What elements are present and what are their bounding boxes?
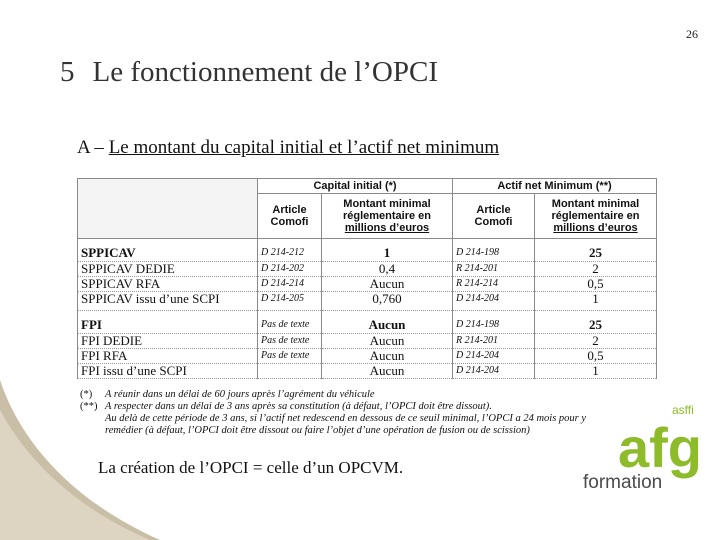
afg-logo [580,392,710,502]
ci-value: Aucun [322,364,453,379]
subtitle-text: Le montant du capital initial et l’actif net minimum [108,137,500,158]
ci-value: 0,760 [322,292,453,311]
logo-formation-text: formation [583,472,663,493]
table-row [78,239,657,262]
ci-value: 1 [322,239,453,262]
capital-table [77,178,657,379]
an-article: D 214-204 [453,364,535,379]
footnote-marker: (*) [80,389,93,400]
an-article: R 214-201 [453,334,535,349]
section-number: 5 [60,56,75,88]
row-label: SPPICAV RFA [78,277,258,292]
row-label: SPPICAV DEDIE [78,262,258,277]
col-header-montant-l2: millions d’euros [344,222,430,234]
col-header-montant-l1: Montant minimal réglementaire en [342,198,432,222]
ci-article: Pas de texte [258,334,322,349]
ci-article: D 214-205 [258,292,322,311]
logo-main-text: afg [618,416,702,479]
ci-value: 0,4 [322,262,453,277]
group-header-capital: Capital initial (*) [258,179,453,194]
bottom-statement: La création de l’OPCI = celle d’un OPCVM. [98,458,404,477]
slide-title [60,56,438,89]
an-value: 25 [535,311,657,334]
footnote-text: remédier (à défaut, l’OPCI doit être dissout ou faire l’objet d’une opération de fusion ou de scission) [105,425,530,436]
col-header-montant-l1: Montant minimal réglementaire en [551,198,640,222]
logo-small-text: asffi [672,403,694,417]
an-article: R 214-214 [453,277,535,292]
row-label: SPPICAV issu d’une SCPI [78,292,258,311]
page-number: 26 [686,27,698,41]
subtitle [77,137,499,159]
ci-article: D 214-212 [258,239,322,262]
col-header-article: Article Comofi [258,194,322,239]
corner-cell [78,179,258,239]
row-label: FPI RFA [78,349,258,364]
corner-swoosh-decoration [0,380,160,540]
an-value: 25 [535,239,657,262]
an-article: D 214-198 [453,239,535,262]
table-row [78,311,657,334]
row-label: FPI issu d’une SCPI [78,364,258,379]
row-label: FPI DEDIE [78,334,258,349]
row-label: FPI [78,311,258,334]
row-label: SPPICAV [78,239,258,262]
an-value: 0,5 [535,349,657,364]
group-header-actif: Actif net Minimum (**) [453,179,657,194]
ci-value: Aucun [322,277,453,292]
footnote-text: A respecter dans un délai de 3 ans après sa constitution (à défaut, l’OPCI doit être dissout). [105,401,492,412]
an-value: 1 [535,292,657,311]
footnote-text: A réunir dans un délai de 60 jours après l’agrément du véhicule [105,389,375,400]
an-value: 0,5 [535,277,657,292]
table-row [78,334,657,349]
table-row [78,349,657,364]
table-row [78,262,657,277]
ci-value: Aucun [322,334,453,349]
an-value: 2 [535,262,657,277]
an-value: 1 [535,364,657,379]
col-header-article: Article Comofi [453,194,535,239]
ci-value: Aucun [322,349,453,364]
ci-article: D 214-202 [258,262,322,277]
ci-value: Aucun [322,311,453,334]
an-article: D 214-198 [453,311,535,334]
ci-article: Pas de texte [258,349,322,364]
an-article: D 214-204 [453,349,535,364]
footnote-marker: (**) [80,401,98,412]
table-row [78,277,657,292]
section-title: Le fonctionnement de l’OPCI [92,56,438,88]
footnote-text: Au delà de cette période de 3 ans, si l’actif net redescend en dessous de ce seuil minimal, l’OPCI a 24 mois pour y [105,413,587,424]
ci-article: Pas de texte [258,311,322,334]
col-header-montant [535,194,657,239]
ci-article: D 214-214 [258,277,322,292]
table-row [78,364,657,379]
an-article: D 214-204 [453,292,535,311]
an-value: 2 [535,334,657,349]
col-header-montant-l2: millions d’euros [553,222,638,234]
an-article: R 214-201 [453,262,535,277]
ci-article [258,364,322,379]
col-header-montant [322,194,453,239]
table-row [78,292,657,311]
subtitle-prefix: A – [77,137,109,158]
